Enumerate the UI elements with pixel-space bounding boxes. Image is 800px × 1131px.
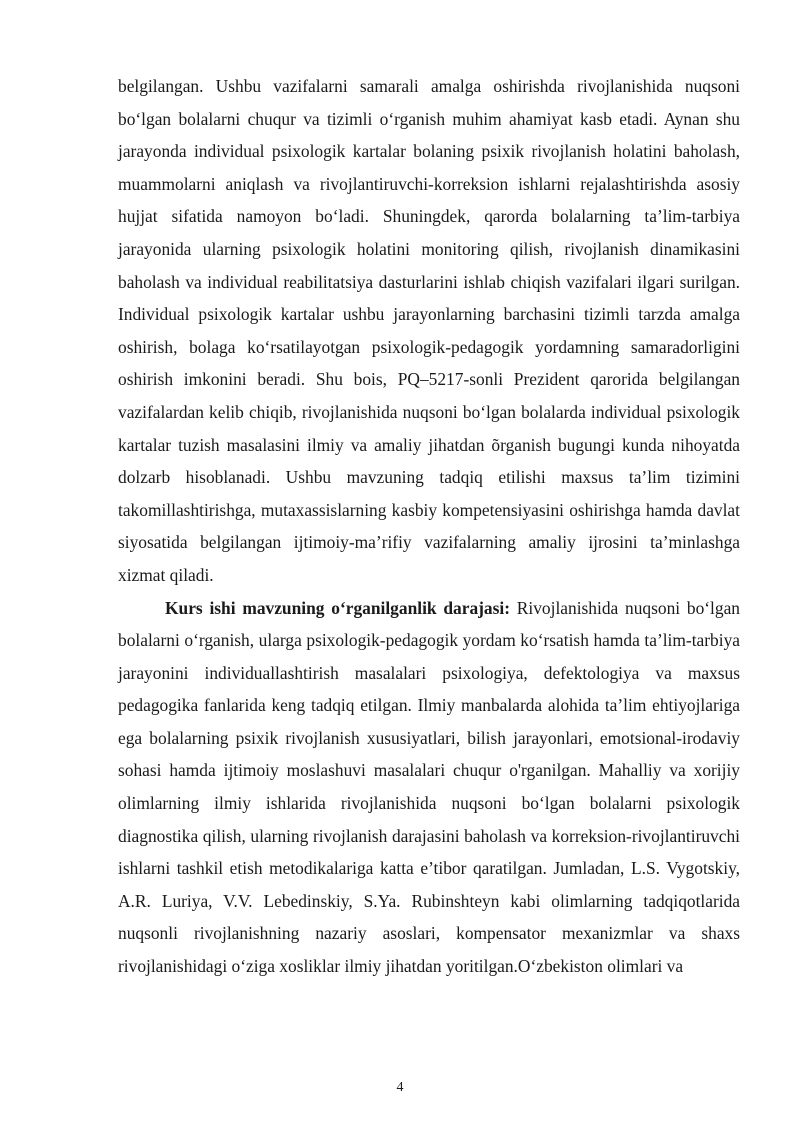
paragraph-intro-continuation bbox=[118, 70, 740, 592]
paragraph-text: Rivojlanishida nuqsoni bo‘lgan bolalarni o‘rganish, ularga psixologik-pedagogik yordam ko‘rsatish hamda ta’lim-tarbiya jarayonini individuallashtirish masalalari psixologiya, defektologiya va maxsus pedagogika fanlarida keng tadqiq etilgan. Ilmiy manbalarda alohida ta’lim ehtiyojlariga ega bolalarning psixik rivojlanish xususiyatlari, bilish jarayonlari, emotsional-irodaviy sohasi hamda ijtimoiy moslashuvi masalalari chuqur o'rganilgan. Mahalliy va xorijiy olimlarning ilmiy ishlarida rivojlanishida nuqsoni bo‘lgan bolalarni psixologik diagnostika qilish, ularning rivojlanish darajasini baholash va korreksion-rivojlantiruvchi ishlarni tashkil etish metodikalariga katta e’tibor qaratilgan. Jumladan, L.S. Vygotskiy, A.R. Luriya, V.V. Lebedinskiy, S.Ya. Rubinshteyn kabi olimlarning tadqiqotlarida nuqsonli rivojlanishning nazariy asoslari, kompensator mexanizmlar va shaxs rivojlanishidagi o‘ziga xosliklar ilmiy jihatdan yoritilgan.O‘zbekiston olimlari va bbox=[118, 597, 740, 977]
section-heading: Kurs ishi mavzuning o‘rganilganlik darajasi: bbox=[165, 597, 511, 618]
document-page bbox=[118, 70, 740, 983]
paragraph-study-level bbox=[118, 592, 740, 983]
paragraph-text: belgilangan. Ushbu vazifalarni samarali amalga oshirishda rivojlanishida nuqsoni bo‘lgan bolalarni chuqur va tizimli o‘rganish muhim ahamiyat kasb etadi. Aynan shu jarayonda individual psixologik kartalar bolaning psixik rivojlanish holatini baholash, muammolarni aniqlash va rivojlantiruvchi-korreksion ishlarni rejalashtirishda asosiy hujjat sifatida namoyon bo‘ladi. Shuningdek, qarorda bolalarning ta’lim-tarbiya jarayonida ularning psixologik holatini monitoring qilish, rivojlanish dinamikasini baholash va individual reabilitatsiya dasturlarini ishlab chiqish vazifalari ilgari surilgan. Individual psixologik kartalar ushbu jarayonlarning barchasini tizimli tarzda amalga oshirish, bolaga ko‘rsatilayotgan psixologik-pedagogik yordamning samaradorligini oshirish imkonini beradi. Shu bois, PQ–5217-sonli Prezident qarorida belgilangan vazifalardan kelib chiqib, rivojlanishida nuqsoni bo‘lgan bolalarda individual psixologik kartalar tuzish masalasini ilmiy va amaliy jihatdan õrganish bugungi kunda nihoyatda dolzarb hisoblanadi. Ushbu mavzuning tadqiq etilishi maxsus ta’lim tizimini takomillashtirishga, mutaxassislarning kasbiy kompetensiyasini oshirishga hamda davlat siyosatida belgilangan ijtimoiy-ma’rifiy vazifalarning amaliy ijrosini ta’minlashga xizmat qiladi. bbox=[118, 76, 740, 585]
page-number: 4 bbox=[396, 1080, 404, 1095]
